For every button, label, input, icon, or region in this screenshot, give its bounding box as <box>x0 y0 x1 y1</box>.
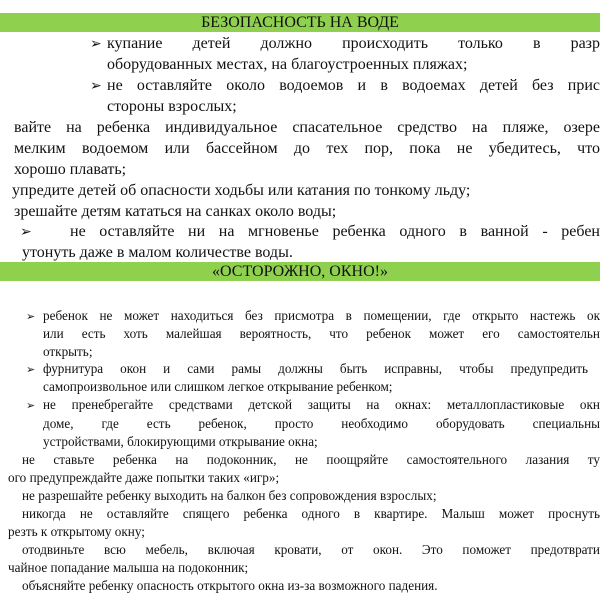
window-rule-line: устройствами, блокирующими открывание окна; <box>43 435 318 449</box>
water-rule-line: оборудованных местах, на благоустроенных пляжах; <box>107 57 468 73</box>
window-rule-line: не разрешайте ребенку выходить на балкон без сопровождения взрослых; <box>22 489 437 503</box>
arrow-bullet-icon: ➢ <box>26 310 36 323</box>
window-rule-line: никогда не оставляйте спящего ребенка одного в квартире. Малыш может проснуть <box>22 507 600 521</box>
water-rule-line: не оставляйте около водоемов и в водоемах детей без прис <box>107 78 600 94</box>
water-rule-line: упредите детей об опасности ходьбы или катания по тонкому льду; <box>12 183 471 199</box>
arrow-bullet-icon: ➢ <box>90 36 102 52</box>
water-rule-line: зрешайте детям кататься на санках около воды; <box>14 204 337 220</box>
window-rule-line: ребенок не может находиться без присмотра в помещении, где открыто настежь ок <box>43 309 600 323</box>
section-title-window-safety: «ОСТОРОЖНО, ОКНО!» <box>212 263 388 280</box>
window-rule-line: резть к открытому окну; <box>8 525 145 539</box>
arrow-bullet-icon: ➢ <box>26 399 36 412</box>
window-rule-line: или есть хоть малейшая вероятность, что ребенок может его самостоятельн <box>43 327 600 341</box>
section-header-water-safety <box>0 13 600 32</box>
window-rule-line: фурнитура окон и сами рамы должны быть исправны, чтобы предупредить <box>43 362 588 376</box>
water-rule-line: вайте на ребенка индивидуальное спасательное средство на пляже, озере <box>14 120 600 136</box>
water-rule-line: не оставляйте ни на мгновенье ребенка одного в ванной - ребен <box>70 224 600 240</box>
arrow-bullet-icon: ➢ <box>26 363 36 376</box>
water-rule-line: хорошо плавать; <box>14 162 127 178</box>
water-rule-line: стороны взрослых; <box>107 99 237 115</box>
section-header-window-safety <box>0 262 600 281</box>
window-rule-line: ого предупреждайте даже попытки таких «игр»; <box>8 471 280 485</box>
water-rule-line: купание детей должно происходить только в разр <box>107 36 600 52</box>
window-rule-line: не ставьте ребенка на подоконник, не поощряйте самостоятельного лазания ту <box>22 453 600 467</box>
window-rule-line: доме, где есть ребенок, просто необходимо оборудовать специальны <box>43 417 600 431</box>
window-rule-line: отодвиньте всю мебель, включая кровати, от окон. Это поможет предотврати <box>22 543 600 557</box>
arrow-bullet-icon: ➢ <box>20 224 32 240</box>
water-rule-line: утонуть даже в малом количестве воды. <box>22 245 293 261</box>
window-rule-line: самопроизвольное или слишком легкое открывание ребенком; <box>43 380 393 394</box>
arrow-bullet-icon: ➢ <box>90 78 102 94</box>
window-rule-line: чайное попадание малыша на подоконник; <box>8 561 249 575</box>
window-rule-line: объясняйте ребенку опасность открытого окна из-за возможного падения. <box>22 579 438 593</box>
water-rule-line: мелким водоемом или бассейном до тех пор, пока не убедитесь, что <box>14 141 600 157</box>
section-title-water-safety: БЕЗОПАСНОСТЬ НА ВОДЕ <box>201 14 399 31</box>
window-rule-line: не пренебрегайте средствами детской защиты на окнах: металлопластиковые окн <box>43 398 600 412</box>
window-rule-line: открыть; <box>43 345 93 359</box>
